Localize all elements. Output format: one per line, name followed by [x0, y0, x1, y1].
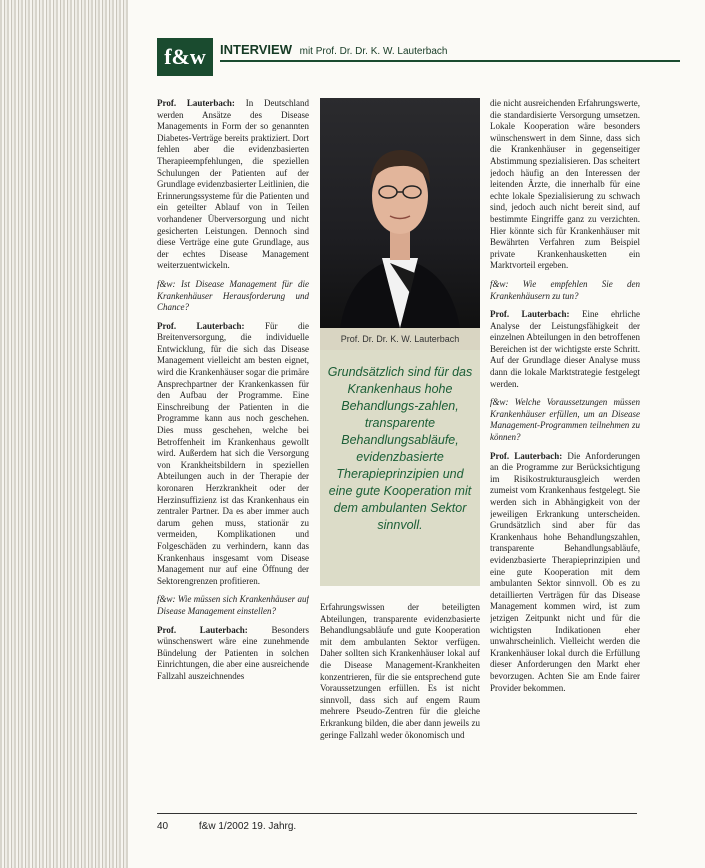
header-rule [220, 60, 680, 62]
right-column [490, 98, 640, 803]
footer-rule [157, 813, 637, 814]
answer-text: Eine ehrliche Analyse der Leistungsfähigkeit der einzelnen Abteilungen in den betroffenen Bereichen ist der wichtigste erste Schritt. Auf der Grundlage dieser Analyse muss dann die lokale Marktstrategie festgelegt werden. [490, 309, 640, 389]
speaker-label: Prof. Lauterbach: [157, 624, 272, 635]
book-page-edges [0, 0, 128, 868]
portrait-photo [320, 98, 480, 328]
answer-text: Besonders wünschenswert wäre eine zunehmende Bündelung der Patienten in solchen Einrichtungen, die aber eine ausreichende Fallzahl auszeichnendes [157, 624, 309, 681]
answer-text: In Deutschland werden Ansätze des Disease Managements in Form der so genannten Diabetes-Verträge bereits praktiziert. Dort fehlen aber die evidenzbasierten Therapieempfehlungen, die speziellen Schulungen der Patienten auf der Grundlage evidenzbasierter Leitlinien, die Erinnerungssysteme für die Patienten und ein geteilter Ablauf von in Teilen vorhandener Überversorgung und nicht gesicherten Leistungen. Dennoch sind diese Verträge eine gute Grundlage, aus der echtes Disease Management weiterzuentwickeln. [157, 98, 309, 271]
photo-caption: Prof. Dr. Dr. K. W. Lauterbach [320, 328, 480, 350]
interview-answer [157, 625, 309, 683]
section-title: INTERVIEW [220, 42, 292, 57]
answer-text: die nicht ausreichenden Erfahrungswerte, die standardisierte Versorgung umsetzen. Lokale Kooperation wäre besonders wünschenswert in dem Sinne, dass sich die Krankenhäuser in gegenseitiger Abstimmung spezialisieren. Das scheitert jedoch häufig an den Interessen der leitenden Ärzte, die innerhalb für eine echte lokale Spezialisierung zu schwach sind, jedoch auch nicht bereit sind, auf bestimmte Eingriffe ganz zu verzichten. Hier könnte sich für Krankenhäuser mit Bewährten Verfahren zum Beispiel private Krankenhausketten ein Marktvorteil ergeben. [490, 98, 640, 271]
interview-question: f&w: Wie müssen sich Krankenhäuser auf Disease Management einstellen? [157, 594, 309, 616]
left-column [157, 98, 309, 803]
interview-question: f&w: Welche Voraussetzungen müssen Krankenhäuser erfüllen, um an Disease Management-Programmen teilnehmen zu können? [490, 397, 640, 443]
middle-column [320, 602, 480, 802]
magazine-logo: f&w [157, 38, 213, 76]
issue-info: f&w 1/2002 19. Jahrg. [198, 821, 297, 832]
speaker-label: Prof. Lauterbach: [490, 309, 583, 320]
page-footer [157, 821, 324, 832]
answer-text: Die Anforderungen an die Programme zur Berücksichtigung im Risikostrukturausgleich werden zumeist vom Krankenhaus festgelegt. Sie werden sich in Abhängigkeit von der jeweiligen Erkrankung unterscheiden. Grundsätzlich sind aber für das Krankenhaus hohe Behandlungszahlen, transparente Behandlungsabläufe, evidenzbasierte Therapieprinzipien und eine gute Kooperation mit dem ambulanten Sektor sinnvoll. Ob es zu detaillierten Verträgen für das Disease Management kommen wird, ist zum jetzigen Zeitpunkt nicht und für die wichtigsten Indikationen eher unwahrscheinlich. Vielleicht werden die Krankenhäuser lokal durch die Erfüllung dieser Anforderungen den Markt eher bevorzugen. Achten Sie am Ende fairer Provider bekommen. [490, 450, 640, 693]
interview-question: f&w: Ist Disease Management für die Krankenhäuser Herausforderung und Chance? [157, 278, 309, 313]
speaker-label: Prof. Lauterbach: [490, 450, 568, 461]
page-number: 40 [157, 821, 169, 832]
interview-question: f&w: Wie empfehlen Sie den Krankenhäusern zu tun? [490, 278, 640, 301]
section-subtitle: mit Prof. Dr. Dr. K. W. Lauterbach [299, 46, 448, 57]
interview-answer [157, 98, 309, 272]
middle-paragraph: Erfahrungswissen der beteiligten Abteilungen, transparente evidenzbasierte Behandlungsabläufe und gute Kooperation mit dem ambulanten Sektor verfügen. Daher sollten sich Krankenhäuser lokal auf die Disease Management-Krankheiten konzentrieren, für die sie entsprechend gute Voraussetzungen erfüllen. Es ist nicht sinnvoll, dass sich auf engem Raum mehrere Pseudo-Zentren für die gleiche Erkrankung bilden, die aber dann jeweils zu geringe Fallzahl weder ökonomisch und [320, 602, 480, 740]
speaker-label: Prof. Lauterbach: [157, 320, 266, 331]
pull-quote: Grundsätzlich sind für das Krankenhaus hohe Behandlungs-zahlen, transparente Behandlungsabläufe, evidenzbasierte Therapieprinzipien und eine gute Kooperation mit dem ambulanten Sektor sinnvoll. [320, 350, 480, 586]
interview-answer [490, 451, 640, 694]
interview-answer [490, 98, 640, 272]
speaker-label: Prof. Lauterbach: [157, 98, 246, 108]
interview-answer [490, 309, 640, 390]
portrait-figure-icon [320, 98, 480, 328]
section-header [220, 42, 680, 57]
interview-answer [157, 321, 309, 588]
answer-text: Für die Breitenversorgung, die individuelle Entwicklung, für die sich das Disease Management vielleicht am besten eignet, wird die Krankenhäuser sogar die primäre Ansprechpartner der Krankenkassen für den Aufbau der Programme. Eine Einschreibung der Patienten in die Programme kann aus noch geschehen. Dies muss geschehen, welche bei Betroffenheit im Krankenhaus gewollt wird. Außerdem hat sich die Versorgung von Krankheitsbildern in speziellen Abteilungen auch in der Therapie der koronaren Herzkrankheit oder der Herzinsuffizienz ist das Krankenhaus ein zentraler Partner. Da es aber immer auch darum gehen muss, stationär zu vermeiden, Komplikationen und Folgeschäden zu verhindern, kann das Krankenhaus insgesamt vom Disease Management nur auf eine Öffnung der Sektorengrenzen profitieren. [157, 320, 309, 586]
